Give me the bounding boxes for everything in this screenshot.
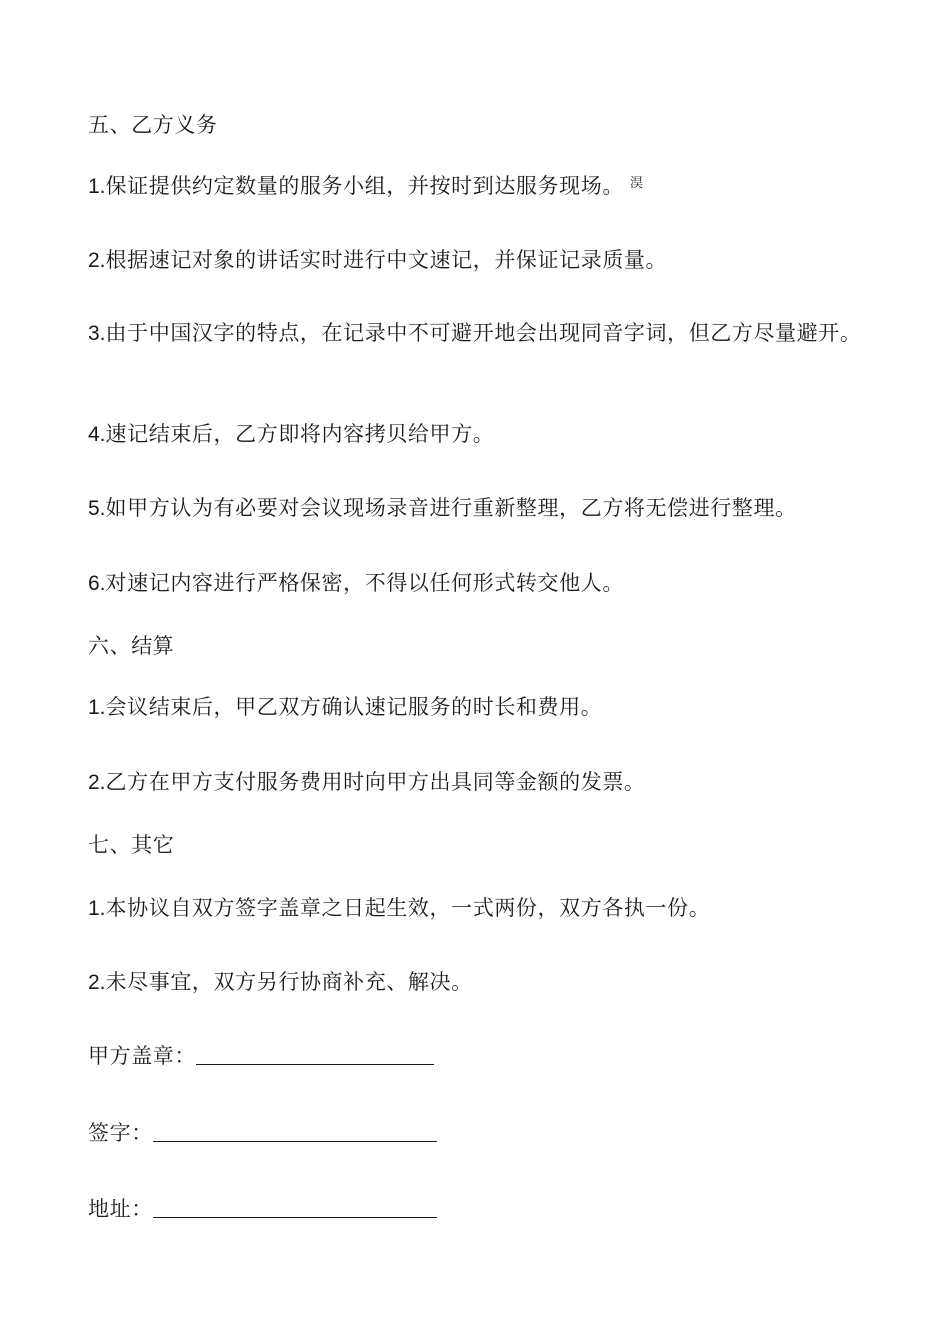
signature-blank-line[interactable] [153, 1119, 437, 1142]
item-text: 未尽事宜，双方另行协商补充、解决。 [105, 970, 473, 994]
item-text: 本协议自双方签字盖章之日起生效，一式两份，双方各执一份。 [105, 896, 711, 920]
item-text: 如甲方认为有必要对会议现场录音进行重新整理，乙方将无偿进行整理。 [105, 496, 797, 520]
section-heading-other: 七、其它 [88, 833, 175, 857]
address-label: 地址： [88, 1197, 153, 1221]
item-number: 2. [88, 771, 106, 794]
list-item [88, 491, 797, 526]
item-text: 乙方在甲方支付服务费用时向甲方出具同等金额的发票。 [105, 770, 646, 794]
list-item [88, 243, 667, 278]
list-item [88, 167, 644, 204]
section-heading-settlement: 六、结算 [88, 634, 175, 658]
list-item [88, 417, 494, 452]
item-text: 速记结束后，乙方即将内容拷贝给甲方。 [105, 422, 495, 446]
item-number: 1. [88, 897, 106, 920]
stray-mark: 淏 [629, 176, 644, 191]
item-number: 1. [88, 175, 106, 198]
item-number: 3. [88, 322, 106, 345]
seal-blank-line[interactable] [196, 1042, 434, 1065]
item-text: 保证提供约定数量的服务小组，并按时到达服务现场。 [105, 174, 624, 198]
item-text: 由于中国汉字的特点，在记录中不可避开地会出现同音字词，但乙方尽量避开。 [105, 321, 862, 345]
seal-label: 甲方盖章： [88, 1044, 196, 1068]
list-item [88, 891, 710, 926]
signature-field [88, 1116, 437, 1150]
item-number: 4. [88, 423, 106, 446]
list-item [88, 566, 624, 601]
signature-label: 签字： [88, 1121, 153, 1145]
list-item [88, 314, 868, 353]
item-text: 对速记内容进行严格保密，不得以任何形式转交他人。 [105, 571, 624, 595]
item-number: 2. [88, 249, 106, 272]
item-text: 会议结束后，甲乙双方确认速记服务的时长和费用。 [105, 695, 603, 719]
list-item [88, 765, 646, 800]
item-number: 5. [88, 497, 106, 520]
address-blank-line[interactable] [153, 1195, 437, 1218]
address-field [88, 1192, 437, 1226]
list-item [88, 965, 473, 1000]
item-text: 根据速记对象的讲话实时进行中文速记，并保证记录质量。 [105, 248, 668, 272]
section-heading-obligations: 五、乙方义务 [88, 113, 218, 137]
list-item [88, 690, 602, 725]
seal-field [88, 1039, 434, 1073]
item-number: 2. [88, 971, 106, 994]
item-number: 1. [88, 696, 106, 719]
item-number: 6. [88, 572, 106, 595]
